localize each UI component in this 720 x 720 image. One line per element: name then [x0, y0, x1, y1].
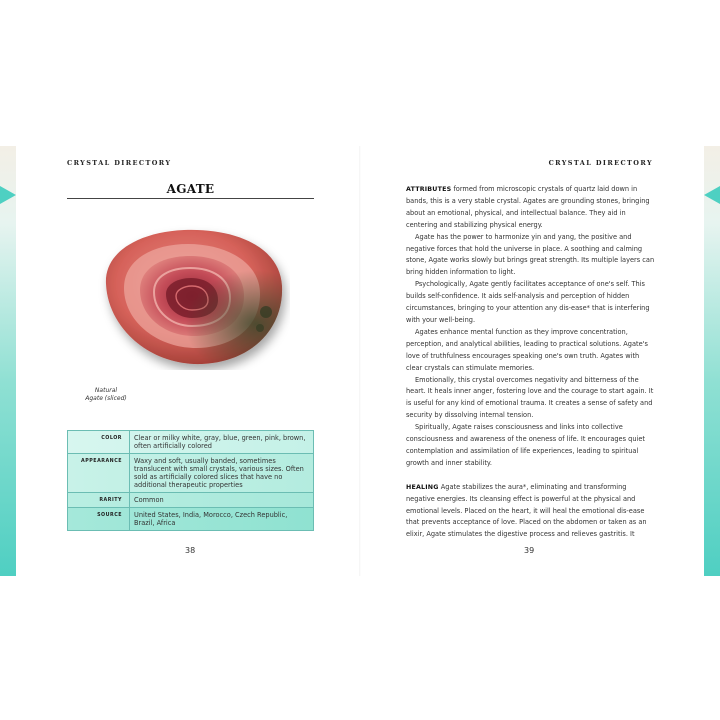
- property-label: SOURCE: [68, 508, 130, 531]
- property-row-source: [68, 508, 314, 531]
- property-row-rarity: [68, 493, 314, 508]
- body-paragraph: Agate has the power to harmonize yin and yang, the positive and negative forces that hold the universe in place. A soothing and calming stone, Agate works slowly but brings great strength. Its multiple layers can bring hidden information to light.: [406, 232, 655, 277]
- caption-line-2: Agate (sliced): [85, 395, 127, 402]
- property-value: Common: [130, 493, 314, 508]
- property-value: Waxy and soft, usually banded, sometimes translucent with small crystals, various sizes. Often sold as artificially colored slices that have no additional therapeutic properties: [130, 454, 314, 493]
- property-label: APPEARANCE: [68, 454, 130, 493]
- agate-slice-image: [84, 224, 290, 370]
- body-paragraph: Psychologically, Agate gently facilitates acceptance of one's self. This builds self-confidence. It aids self-analysis and perception of hidden circumstances, bringing to your attention any dis-ease* that is interfering with your well-being.: [406, 280, 650, 324]
- attributes-heading: ATTRIBUTES: [406, 186, 452, 193]
- book-spread: [0, 146, 720, 576]
- body-paragraph: Spiritually, Agate raises consciousness and links into collective consciousness and awareness of the oneness of life. It encourages quiet contemplation and assimilation of life experiences, leading to spiritual growth and inner stability.: [406, 423, 645, 467]
- page-title: AGATE: [166, 182, 215, 196]
- page-number-right: 39: [524, 546, 535, 555]
- property-value: United States, India, Morocco, Czech Republic, Brazil, Africa: [130, 508, 314, 531]
- body-paragraph: Agates enhance mental function as they improve concentration, perception, and analytical abilities, leading to practical solutions. Agate's love of truthfulness encourages speaking one's own truth. Agates with clear crystals can stimulate memories.: [406, 327, 648, 372]
- properties-table: [67, 430, 314, 531]
- page-number-left: 38: [185, 546, 196, 555]
- right-page-edge: [704, 146, 720, 576]
- healing-paragraph: [406, 482, 656, 542]
- caption-line-1: Natural: [94, 387, 118, 394]
- property-label: COLOR: [68, 431, 130, 454]
- body-text: [406, 184, 656, 541]
- title-block: [67, 182, 314, 199]
- property-value: Clear or milky white, gray, blue, green, pink, brown, often artificially colored: [130, 431, 314, 454]
- image-caption: [56, 387, 156, 403]
- attributes-text: formed from microscopic crystals of quartz laid down in bands, this is a very stable crystal. Agates are grounding stones, bringing about an emotional, physical, and intellectual balance. They aid in centering and stabilizing physical energy.: [406, 185, 650, 229]
- healing-heading: HEALING: [406, 483, 439, 491]
- attributes-paragraph: [406, 184, 656, 232]
- running-head-left: CRYSTAL DIRECTORY: [67, 159, 172, 167]
- property-row-appearance: [68, 454, 314, 493]
- right-edge-triangle-marker: [704, 186, 720, 204]
- body-paragraph: Emotionally, this crystal overcomes negativity and bitterness of the heart. It heals inner anger, fostering love and the courage to start again. It is useful for any kind of emotional trauma. It creates a sense of safety and security by dissolving internal tension.: [406, 375, 654, 420]
- left-edge-triangle-marker: [0, 186, 16, 204]
- right-page: [360, 146, 704, 576]
- property-row-color: [68, 431, 314, 454]
- left-page: [16, 146, 360, 576]
- property-label: RARITY: [68, 493, 130, 508]
- running-head-right: CRYSTAL DIRECTORY: [548, 159, 653, 167]
- left-page-edge: [0, 146, 16, 576]
- healing-text: Agate stabilizes the aura*, eliminating and transforming negative energies. Its cleansing effect is powerful at the physical and emotional levels. Placed on the heart, it will heal the emotional dis-ease that prevents acceptance of love. Placed on the abdomen or taken as an elixir, Agate stimulates the digestive process and relieves gastritis. It: [406, 482, 647, 539]
